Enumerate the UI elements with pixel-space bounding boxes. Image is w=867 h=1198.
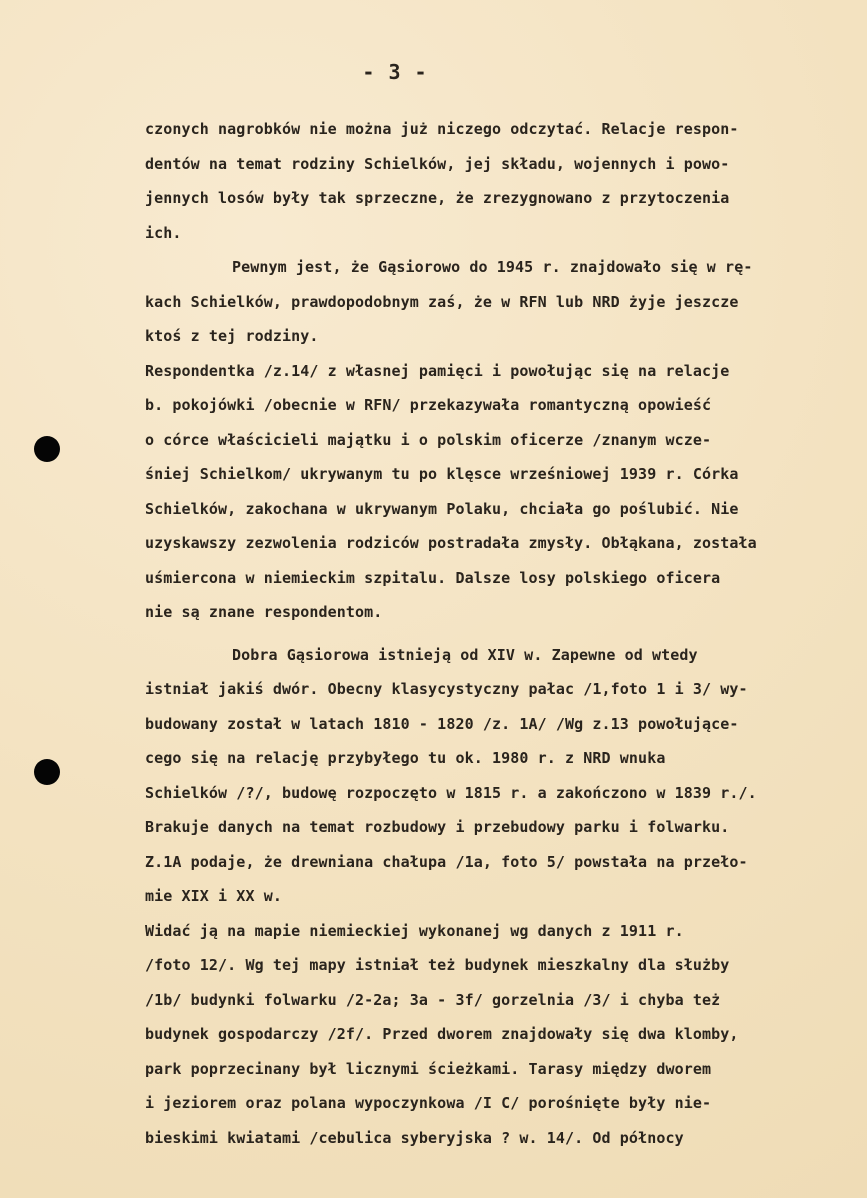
paragraph [145, 630, 845, 914]
text-line: mie XIX i XX w. [145, 887, 282, 905]
text-line: /foto 12/. Wg tej mapy istniał też budynek mieszkalny dla służby [145, 956, 730, 974]
text-line: Schielków /?/, budowę rozpoczęto w 1815 r. a zakończono w 1839 r./. [145, 783, 757, 802]
text-line: Pewnym jest, że Gąsiorowo do 1945 r. znajdowało się w rę- [232, 258, 753, 276]
text-line: ich. [145, 223, 182, 242]
text-line: i jeziorem oraz polana wypoczynkowa /I C/ porośnięte były nie- [145, 1094, 712, 1112]
text-line: Brakuje danych na temat rozbudowy i przebudowy parku i folwarku. [145, 818, 730, 836]
text-line: budynek gospodarczy /2f/. Przed dworem znajdowały się dwa klomby, [145, 1025, 739, 1043]
text-line: śniej Schielkom/ ukrywanym tu po klęsce wrześniowej 1939 r. Córka [145, 465, 739, 483]
punch-hole-top [34, 436, 60, 462]
text-line: o córce właścicieli majątku i o polskim oficerze /znanym wcze- [145, 430, 712, 449]
paragraph [145, 250, 845, 354]
paragraph [145, 354, 845, 630]
typewritten-text-body [145, 112, 845, 1155]
text-line: bieskimi kwiatami /cebulica syberyjska ? w. 14/. Od północy [145, 1128, 684, 1147]
text-line: jennych losów były tak sprzeczne, że zrezygnowano z przytoczenia [145, 189, 730, 207]
punch-hole-bottom [34, 759, 60, 785]
text-line: istniał jakiś dwór. Obecny klasycystyczny pałac /1,foto 1 i 3/ wy- [145, 680, 748, 698]
text-line: uzyskawszy zezwolenia rodziców postradała zmysły. Obłąkana, została [145, 534, 757, 552]
paragraph-gap [145, 630, 845, 638]
text-line: Z.1A podaje, że drewniana chałupa /1a, foto 5/ powstała na przeło- [145, 852, 748, 871]
text-line: nie są znane respondentom. [145, 603, 383, 621]
text-line: Widać ją na mapie niemieckiej wykonanej wg danych z 1911 r. [145, 921, 684, 940]
paragraph [145, 112, 845, 250]
text-line: uśmiercona w niemieckim szpitalu. Dalsze losy polskiego oficera [145, 568, 721, 587]
paragraph [145, 914, 845, 1156]
text-line: czonych nagrobków nie można już niczego odczytać. Relacje respon- [145, 120, 739, 138]
text-line: Dobra Gąsiorowa istnieją od XIV w. Zapewne od wtedy [232, 645, 698, 664]
text-line: cego się na relację przybyłego tu ok. 1980 r. z NRD wnuka [145, 749, 666, 767]
text-line: Respondentka /z.14/ z własnej pamięci i powołując się na relacje [145, 361, 730, 380]
text-line: b. pokojówki /obecnie w RFN/ przekazywała romantyczną opowieść [145, 396, 712, 414]
text-line: park poprzecinany był licznymi ścieżkami. Tarasy między dworem [145, 1059, 712, 1078]
text-line: /1b/ budynki folwarku /2-2a; 3a - 3f/ gorzelnia /3/ i chyba też [145, 990, 721, 1009]
text-line: ktoś z tej rodziny. [145, 327, 319, 345]
page-number: - 3 - [362, 60, 428, 84]
text-line: kach Schielków, prawdopodobnym zaś, że w RFN lub NRD żyje jeszcze [145, 292, 739, 311]
text-line: budowany został w latach 1810 - 1820 /z. 1A/ /Wg z.13 powołujące- [145, 714, 739, 733]
text-line: Schielków, zakochana w ukrywanym Polaku, chciała go poślubić. Nie [145, 499, 739, 518]
text-line: dentów na temat rodziny Schielków, jej składu, wojennych i powo- [145, 154, 730, 173]
